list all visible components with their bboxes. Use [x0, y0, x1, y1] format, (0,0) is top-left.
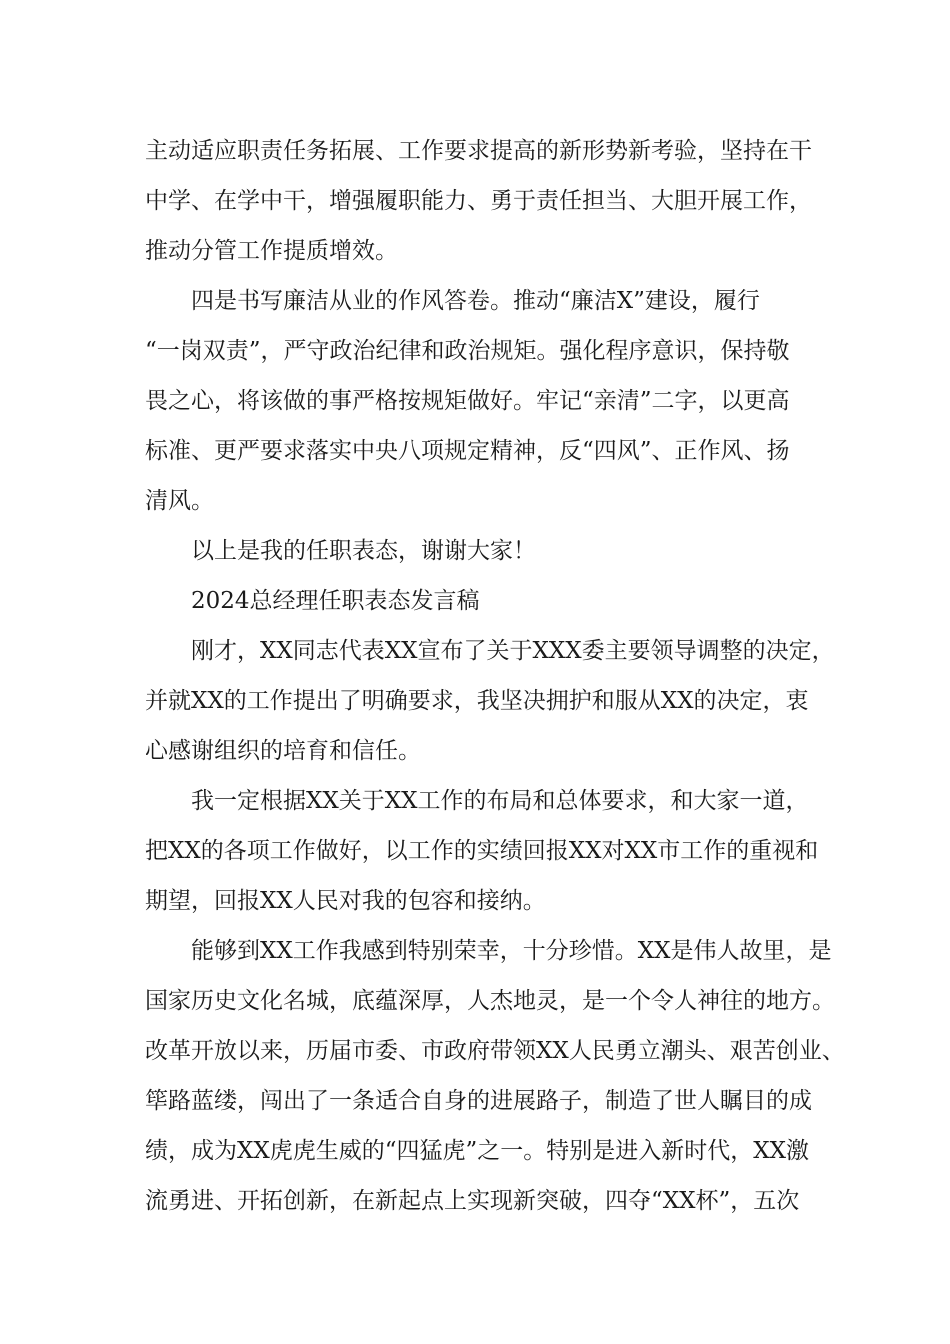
- paragraph: [145, 626, 835, 776]
- document-body: [145, 126, 845, 1226]
- text-line: 我一定根据XX关于XX工作的布局和总体要求，和大家一道，: [191, 788, 809, 814]
- text-line: “一岗双责”，严守政治纪律和政治规矩。强化程序意识，保持敬: [145, 338, 790, 364]
- text-line: 2024总经理任职表态发言稿: [191, 588, 480, 614]
- text-line: 清风。: [145, 488, 214, 514]
- text-line: 四是书写廉洁从业的作风答卷。推动“廉洁X”建设，履行: [191, 288, 760, 314]
- text-line: 流勇进、开拓创新，在新起点上实现新突破，四夺“XX杯”，五次: [145, 1188, 800, 1214]
- text-line: 改革开放以来，历届市委、市政府带领XX人民勇立潮头、艰苦创业、: [145, 1038, 845, 1064]
- text-line: 主动适应职责任务拓展、工作要求提高的新形势新考验，坚持在干: [145, 138, 812, 164]
- paragraph: [145, 276, 825, 526]
- text-line: 绩，成为XX虎虎生威的“四猛虎”之一。特别是进入新时代，XX激: [145, 1138, 810, 1164]
- text-line: 畏之心，将该做的事严格按规矩做好。牢记“亲清”二字，以更高: [145, 388, 790, 414]
- paragraph: [145, 776, 825, 926]
- text-line: 能够到XX工作我感到特别荣幸，十分珍惜。XX是伟人故里，是: [191, 938, 832, 964]
- text-line: 筚路蓝缕，闯出了一条适合自身的进展路子，制造了世人瞩目的成: [145, 1088, 812, 1114]
- text-line: 刚才，XX同志代表XX宣布了关于XXX委主要领导调整的决定，: [191, 638, 835, 664]
- paragraph: [145, 576, 825, 626]
- paragraph: [145, 126, 825, 276]
- text-line: 国家历史文化名城，底蕴深厚，人杰地灵，是一个令人神往的地方。: [145, 988, 835, 1014]
- text-line: 并就XX的工作提出了明确要求，我坚决拥护和服从XX的决定，衷: [145, 688, 809, 714]
- text-line: 期望，回报XX人民对我的包容和接纳。: [145, 888, 546, 914]
- text-line: 心感谢组织的培育和信任。: [145, 738, 421, 764]
- paragraph: [145, 926, 845, 1226]
- text-line: 以上是我的任职表态，谢谢大家！: [191, 538, 536, 564]
- text-line: 把XX的各项工作做好，以工作的实绩回报XX对XX市工作的重视和: [145, 838, 819, 864]
- text-line: 标准、更严要求落实中央八项规定精神，反“四风”、正作风、扬: [145, 438, 790, 464]
- paragraph: [145, 526, 825, 576]
- text-line: 推动分管工作提质增效。: [145, 238, 398, 264]
- text-line: 中学、在学中干，增强履职能力、勇于责任担当、大胆开展工作，: [145, 188, 812, 214]
